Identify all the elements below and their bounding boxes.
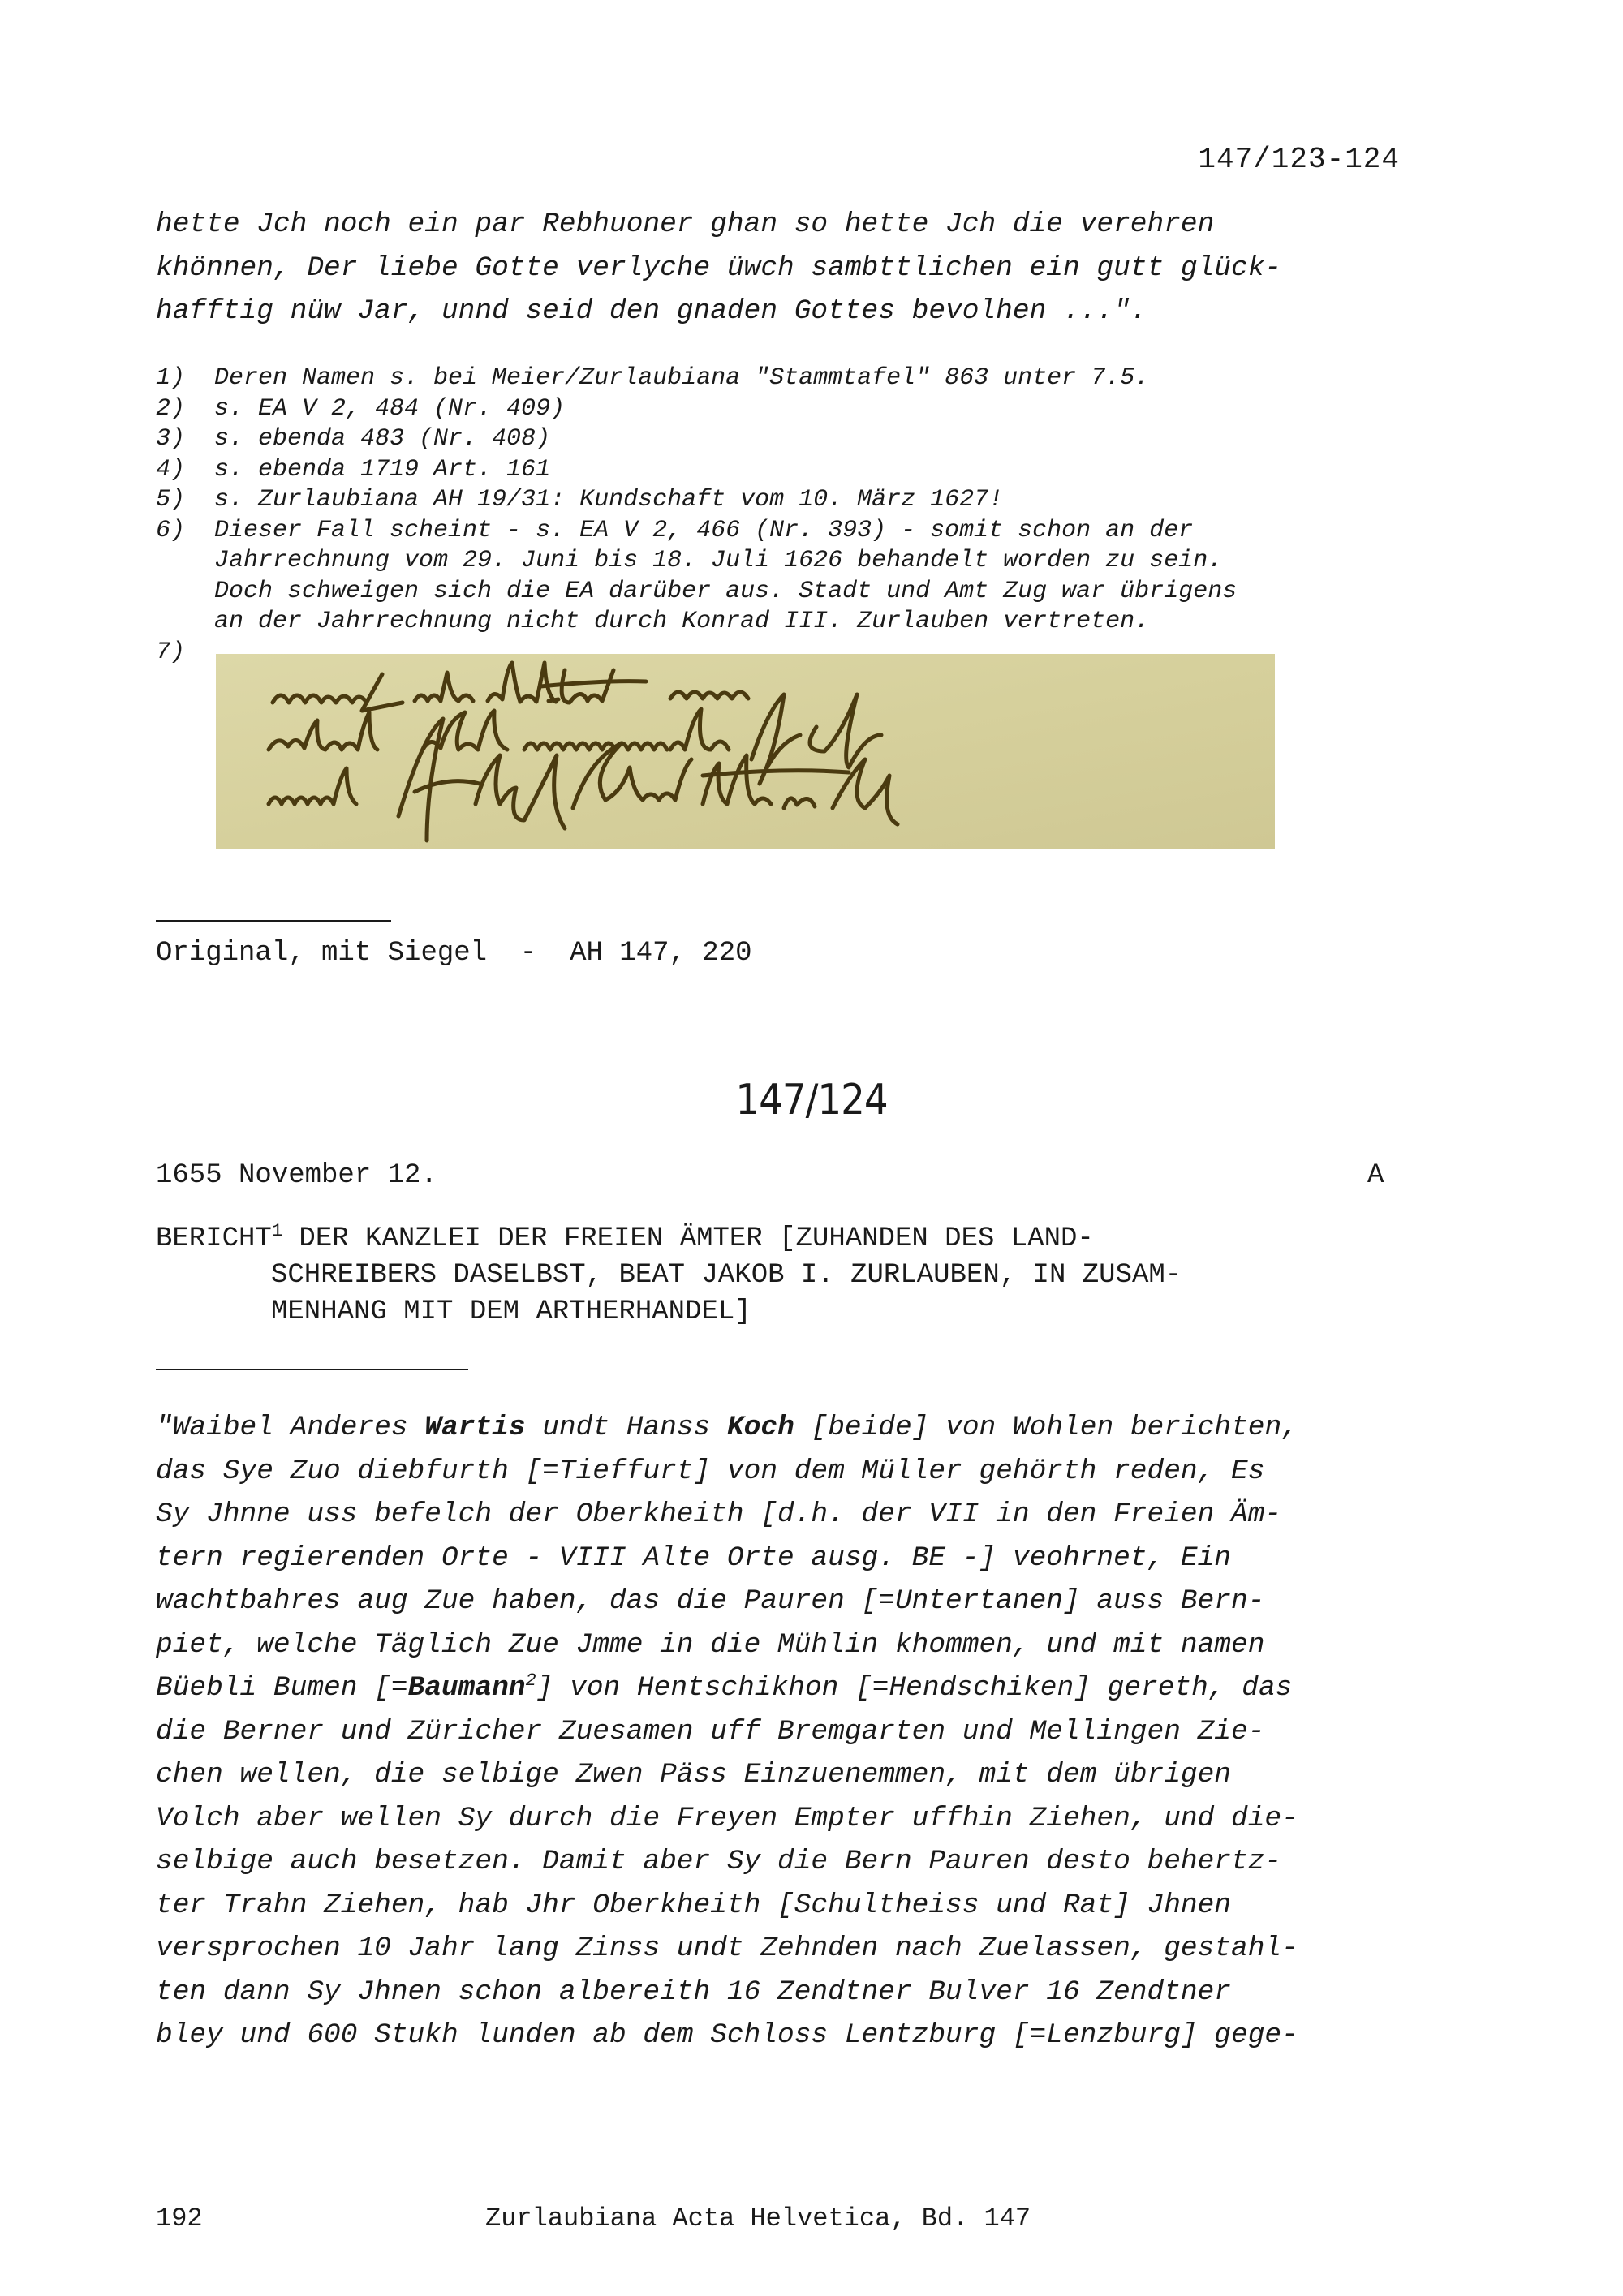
person-name: Wartis xyxy=(424,1412,526,1443)
page-number: 192 xyxy=(156,2204,203,2234)
text-line: khönnen, Der liebe Gotte verlyche üwch sambttlichen ein gutt glück- xyxy=(156,252,1282,284)
text-line xyxy=(156,1406,1406,1450)
text-span: Büebli Bumen [= xyxy=(156,1672,408,1704)
footnotes xyxy=(156,363,1422,668)
text-line: tern regierenden Orte - VIII Alte Orte ausg. BE -] veohrnet, Ein xyxy=(156,1541,1232,1574)
text-line: Volch aber wellen Sy durch die Freyen Empter uffhin Ziehen, und die- xyxy=(156,1802,1298,1834)
footnote-number: 6) xyxy=(156,516,186,544)
text-span: undt Hanss xyxy=(525,1412,727,1443)
footnote-text: s. Zurlaubiana AH 19/31: Kundschaft vom 10. März 1627! xyxy=(214,486,1004,514)
footnote-text: Deren Namen s. bei Meier/Zurlaubiana "Stammtafel" 863 unter 7.5. xyxy=(214,364,1150,392)
text-line xyxy=(156,1666,1406,1710)
text-line: ter Trahn Ziehen, hab Jhr Oberkheith [Schultheiss und Rat] Jhnen xyxy=(156,1889,1232,1921)
text-span: ] von Hentschikhon [=Hendschiken] gereth, das xyxy=(536,1672,1293,1704)
manuscript-excerpt-image xyxy=(216,654,1275,849)
footnote-ref: 2 xyxy=(525,1670,536,1691)
footnote xyxy=(156,424,1422,455)
text-line: hette Jch noch ein par Rebhuoner ghan so hette Jch die verehren xyxy=(156,209,1215,240)
heading-text: DER KANZLEI DER FREIEN ÄMTER [ZUHANDEN DES LAND- xyxy=(282,1223,1094,1254)
text-line: chen wellen, die selbige Zwen Päss Einzuenemmen, mit dem übrigen xyxy=(156,1759,1232,1791)
text-line: das Sye Zuo diebfurth [=Tieffurt] von dem Müller gehörth reden, Es xyxy=(156,1455,1265,1487)
heading-line xyxy=(156,1221,1422,1258)
footnote xyxy=(156,485,1422,516)
document-number: 147/124 xyxy=(735,1076,888,1124)
text-line: selbige auch besetzen. Damit aber Sy die Bern Pauren desto behertz- xyxy=(156,1846,1282,1877)
footnote-number: 4) xyxy=(156,455,186,484)
running-head: 147/123-124 xyxy=(1198,143,1400,176)
footnote xyxy=(156,363,1422,394)
footnote-number: 7) xyxy=(156,638,186,666)
footnote-text: Doch schweigen sich die EA darüber aus. Stadt und Amt Zug war übrigens xyxy=(214,577,1238,605)
heading-line: MENHANG MIT DEM ARTHERHANDEL] xyxy=(271,1296,751,1327)
footnote-text: s. ebenda 1719 Art. 161 xyxy=(214,455,551,484)
footnote-ref: 1 xyxy=(271,1221,283,1241)
footnote-text: an der Jahrrechnung nicht durch Konrad III. Zurlauben vertreten. xyxy=(214,608,1150,635)
footnote-text: s. EA V 2, 484 (Nr. 409) xyxy=(214,394,566,423)
footnote-text: Jahrrechnung vom 29. Juni bis 18. Juli 1626 behandelt worden zu sein. xyxy=(214,547,1223,574)
footnote-number: 1) xyxy=(156,364,186,392)
separator-rule xyxy=(156,1369,468,1370)
text-line: Sy Jhnne uss befelch der Oberkheith [d.h. der VII in den Freien Äm- xyxy=(156,1498,1282,1530)
text-line: bley und 600 Stukh lunden ab dem Schloss Lentzburg [=Lenzburg] gege- xyxy=(156,2019,1298,2051)
text-line: piet, welche Täglich Zue Jmme in die Mühlin khommen, und mit namen xyxy=(156,1628,1265,1661)
text-line: ten dann Sy Jhnen schon albereith 16 Zendtner Bulver 16 Zendtner xyxy=(156,1976,1232,2008)
footnote-number: 2) xyxy=(156,394,186,423)
text-line: die Berner und Züricher Zuesamen uff Bremgarten und Mellingen Zie- xyxy=(156,1715,1265,1748)
text-line: versprochen 10 Jahr lang Zinss undt Zehnden nach Zuelassen, gestahl- xyxy=(156,1933,1298,1964)
footnote xyxy=(156,455,1422,486)
text-span: [beide] von Wohlen berichten, xyxy=(794,1412,1298,1443)
footnote-text: Dieser Fall scheint - s. EA V 2, 466 (Nr. 393) - somit schon an der xyxy=(214,516,1194,544)
document-heading xyxy=(156,1221,1422,1331)
text-line: wachtbahres aug Zue haben, das die Pauren [=Untertanen] auss Bern- xyxy=(156,1585,1265,1617)
document-date: 1655 November 12. xyxy=(156,1160,437,1191)
heading-line: SCHREIBERS DASELBST, BEAT JAKOB I. ZURLAUBEN, IN ZUSAM- xyxy=(271,1260,1182,1291)
heading-text: BERICHT xyxy=(156,1223,272,1254)
continued-text xyxy=(156,203,1406,333)
footnote xyxy=(156,394,1422,425)
text-span: "Waibel Anderes xyxy=(156,1412,425,1443)
person-name: Koch xyxy=(726,1412,794,1443)
text-line: hafftig nüw Jar, unnd seid den gnaden Gottes bevolhen ...". xyxy=(156,295,1147,327)
footnote-number: 3) xyxy=(156,425,186,453)
footnote-text: s. ebenda 483 (Nr. 408) xyxy=(214,425,551,453)
separator-rule xyxy=(156,920,391,922)
person-name: Baumann xyxy=(407,1672,526,1704)
footnote xyxy=(156,516,1422,638)
document-body xyxy=(156,1406,1406,2057)
footnote-number: 5) xyxy=(156,486,186,514)
document-classification: A xyxy=(1367,1160,1384,1191)
publication-title: Zurlaubiana Acta Helvetica, Bd. 147 xyxy=(485,2204,1031,2234)
source-note: Original, mit Siegel - AH 147, 220 xyxy=(156,938,752,969)
